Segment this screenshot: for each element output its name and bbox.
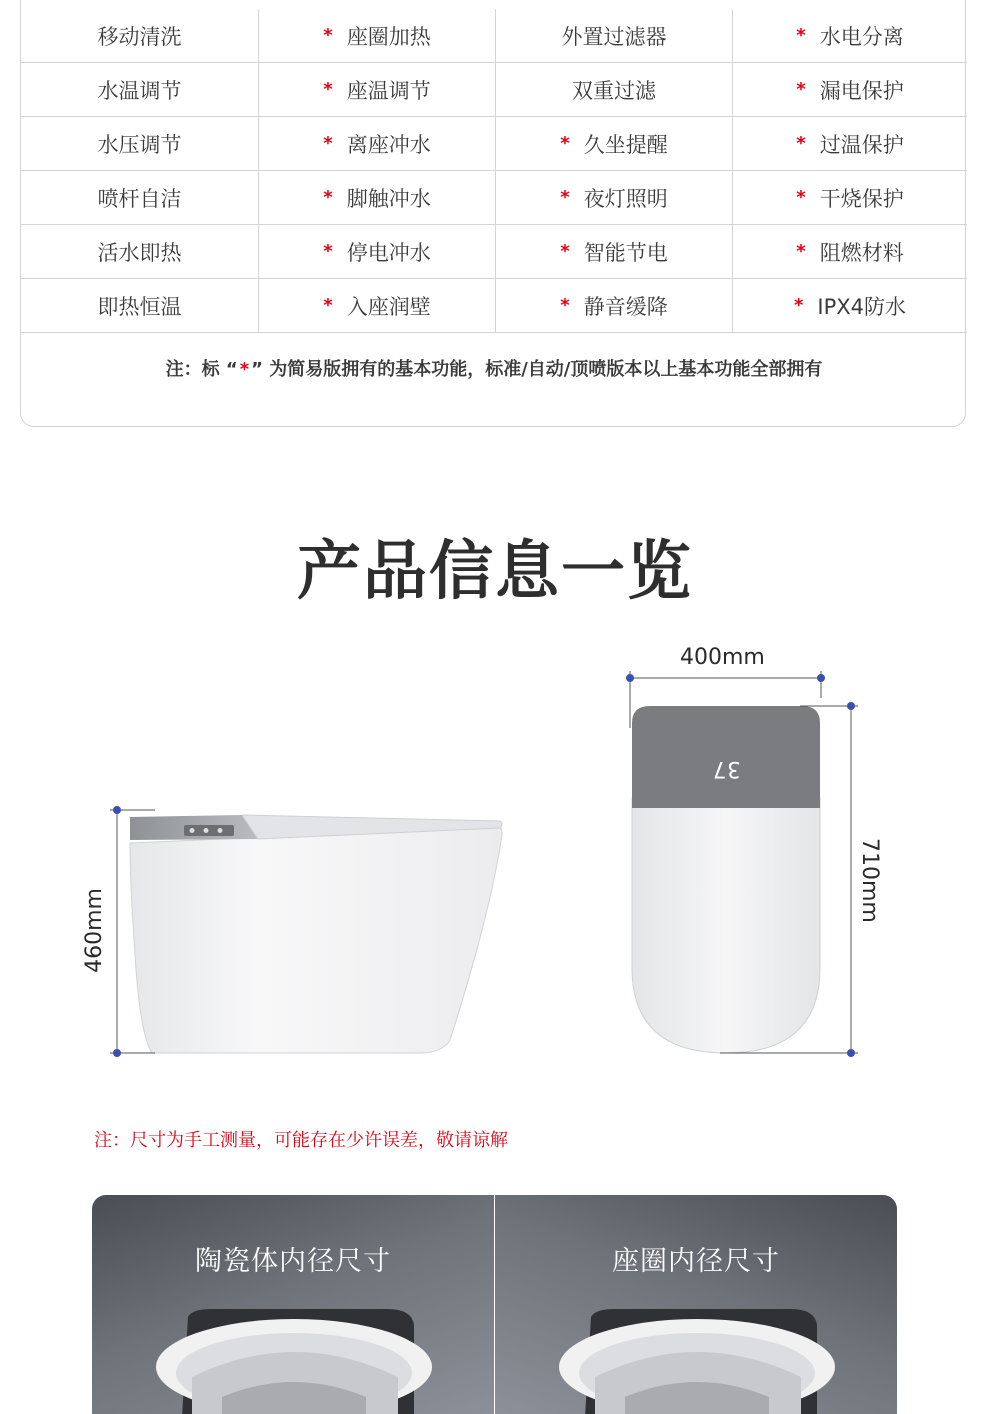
feature-cell (732, 9, 967, 62)
feature-label: 座圈加热 (346, 24, 431, 49)
feature-cell (258, 279, 495, 332)
feature-label: 活水即热 (97, 240, 182, 265)
basic-feature-marker: * (793, 295, 804, 316)
feature-cell (495, 63, 732, 116)
feature-label: 离座冲水 (346, 132, 431, 157)
basic-feature-marker: * (323, 187, 333, 208)
toilet-seat-top (632, 798, 820, 1053)
feature-label: 座温调节 (346, 78, 431, 103)
basic-feature-marker: * (560, 133, 570, 154)
feature-label: 即热恒温 (97, 294, 182, 319)
seat-inner-panel (495, 1195, 897, 1414)
ceramic-inner-panel (92, 1195, 494, 1414)
basic-feature-marker: * (560, 241, 570, 262)
feature-label: IPX4防水 (817, 294, 907, 319)
basic-feature-marker: * (323, 25, 333, 46)
feature-cell (495, 279, 732, 332)
feature-row (21, 117, 967, 171)
temperature-display: 37 (712, 756, 741, 781)
toilet-body-side (130, 827, 502, 1053)
feature-label: 外置过滤器 (561, 24, 667, 49)
feature-cell (732, 117, 967, 170)
size-disclaimer: 注：尺寸为手工测量，可能存在少许误差，敬请谅解 (94, 1130, 508, 1151)
feature-cell (21, 117, 258, 170)
feature-label: 入座润壁 (346, 294, 431, 319)
ceramic-inner-title: 陶瓷体内径尺寸 (195, 1246, 391, 1277)
table-note (21, 355, 967, 381)
basic-feature-marker: * (796, 79, 806, 100)
basic-feature-marker: * (796, 25, 806, 46)
basic-feature-marker: * (560, 187, 570, 208)
basic-feature-marker: * (323, 133, 333, 154)
feature-cell (732, 225, 967, 278)
feature-label: 久坐提醒 (583, 132, 668, 157)
feature-label: 过温保护 (819, 132, 904, 157)
feature-cell (495, 117, 732, 170)
top-view-diagram (620, 668, 870, 1063)
dimension-dot (847, 702, 855, 710)
feature-cell (258, 225, 495, 278)
feature-label: 脚触冲水 (346, 186, 431, 211)
basic-feature-marker: * (796, 187, 806, 208)
basic-feature-marker: * (323, 79, 333, 100)
feature-cell (495, 9, 732, 62)
seat-ring-image (555, 1307, 845, 1414)
seat-inner-title: 座圈内径尺寸 (612, 1246, 780, 1277)
feature-label: 水温调节 (97, 78, 182, 103)
feature-label: 双重过滤 (572, 78, 656, 103)
features-table (20, 0, 966, 427)
feature-label: 静音缓降 (583, 294, 668, 319)
feature-cell (495, 225, 732, 278)
width-label: 400mm (680, 645, 765, 670)
feature-cell (21, 9, 258, 62)
feature-label: 水压调节 (97, 132, 182, 157)
feature-cell (258, 9, 495, 62)
feature-label: 移动清洗 (97, 24, 182, 49)
feature-cell (21, 225, 258, 278)
basic-feature-marker: * (796, 133, 806, 154)
star-marker: * (239, 359, 250, 380)
length-label: 710mm (857, 838, 882, 923)
dimension-dot (626, 674, 634, 682)
dimension-dot (847, 1049, 855, 1057)
feature-cell (258, 171, 495, 224)
feature-label: 干烧保护 (819, 186, 904, 211)
ceramic-bowl-image (152, 1307, 442, 1414)
basic-feature-marker: * (323, 241, 333, 262)
feature-cell (732, 171, 967, 224)
feature-label: 智能节电 (583, 240, 668, 265)
note-suffix: ” 为简易版拥有的基本功能，标准/自动/顶喷版本以上基本功能全部拥有 (251, 359, 823, 380)
dimension-dot (817, 674, 825, 682)
dimension-dot (113, 1049, 121, 1057)
side-view-diagram (80, 795, 520, 1070)
feature-cell (495, 171, 732, 224)
basic-feature-marker: * (323, 295, 333, 316)
feature-cell (258, 117, 495, 170)
feature-row (21, 63, 967, 117)
feature-cell (21, 279, 258, 332)
inner-size-panels (92, 1195, 897, 1414)
feature-row (21, 225, 967, 279)
height-label: 460mm (82, 888, 107, 973)
feature-row (21, 9, 967, 63)
basic-feature-marker: * (560, 295, 570, 316)
note-prefix: 注：标 “ (165, 359, 238, 380)
basic-feature-marker: * (796, 241, 806, 262)
feature-cell (21, 171, 258, 224)
feature-label: 阻燃材料 (819, 240, 904, 265)
feature-label: 夜灯照明 (583, 186, 668, 211)
feature-label: 水电分离 (819, 24, 904, 49)
feature-row (21, 171, 967, 225)
section-title: 产品信息一览 (297, 535, 693, 609)
feature-cell (21, 63, 258, 116)
feature-label: 停电冲水 (346, 240, 431, 265)
feature-label: 喷杆自洁 (97, 186, 182, 211)
feature-cell (258, 63, 495, 116)
feature-label: 漏电保护 (819, 78, 904, 103)
dimension-dot (113, 806, 121, 814)
feature-cell (732, 63, 967, 116)
feature-cell (732, 279, 967, 332)
feature-row (21, 279, 967, 333)
